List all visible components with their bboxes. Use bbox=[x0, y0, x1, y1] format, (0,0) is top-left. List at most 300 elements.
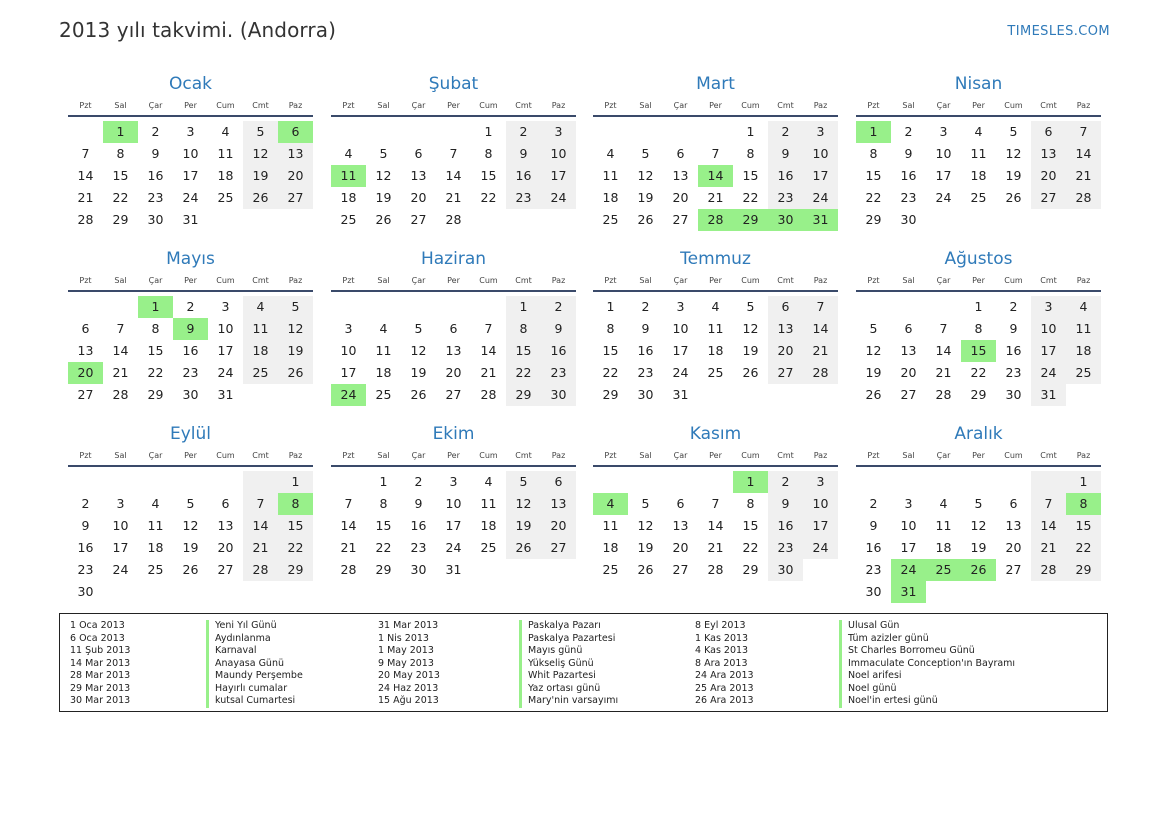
day-cell: 31 bbox=[672, 387, 689, 402]
month-calendar bbox=[856, 247, 1101, 406]
day-cell: 17 bbox=[445, 518, 462, 533]
day-cell: 15 bbox=[375, 518, 392, 533]
weekday-header bbox=[331, 272, 576, 292]
day-cell: 8 bbox=[974, 321, 983, 336]
day-cell: 23 bbox=[77, 562, 94, 577]
day-cell: 8 bbox=[484, 146, 493, 161]
day-cell: 22 bbox=[742, 540, 759, 555]
day-cell: 24 bbox=[182, 190, 199, 205]
legend-holiday-name: Yaz ortası günü bbox=[519, 683, 618, 696]
month-calendar bbox=[68, 422, 313, 603]
weekday-label: Sal bbox=[639, 101, 652, 110]
legend-holiday-name: Noel'in ertesi günü bbox=[839, 695, 1015, 708]
empty-day-cell bbox=[173, 471, 208, 493]
day-cell: 24 bbox=[445, 540, 462, 555]
month-name: Şubat bbox=[428, 74, 479, 94]
weekday-label: Cum bbox=[741, 276, 760, 285]
day-cell: 23 bbox=[637, 365, 654, 380]
day-cell: 6 bbox=[1009, 496, 1018, 511]
weekday-label: Sal bbox=[902, 101, 915, 110]
day-cell: 16 bbox=[637, 343, 654, 358]
legend-date: 4 Kas 2013 bbox=[695, 645, 749, 656]
day-cell: 25 bbox=[1066, 362, 1101, 384]
weekday-label: Per bbox=[184, 276, 197, 285]
day-cell: 15 bbox=[742, 168, 759, 183]
day-cell: 21 bbox=[480, 365, 497, 380]
day-cell: 30 bbox=[541, 384, 576, 406]
day-cell: 1 bbox=[746, 124, 755, 139]
day-cell: 24 bbox=[935, 190, 952, 205]
day-cell: 6 bbox=[449, 321, 458, 336]
day-cell: 15 bbox=[1066, 515, 1101, 537]
day-cell: 25 bbox=[243, 362, 278, 384]
empty-day-cell bbox=[698, 121, 733, 143]
day-cell: 29 bbox=[1066, 559, 1101, 581]
day-cell: 31 bbox=[217, 387, 234, 402]
weekday-label: Pzt bbox=[867, 276, 880, 285]
empty-day-cell bbox=[331, 296, 366, 318]
day-cell: 18 bbox=[375, 365, 392, 380]
day-cell: 3 bbox=[904, 496, 913, 511]
day-cell: 23 bbox=[506, 187, 541, 209]
day-cell: 5 bbox=[186, 496, 195, 511]
day-cell: 6 bbox=[414, 146, 423, 161]
day-cell: 5 bbox=[869, 321, 878, 336]
day-cell: 2 bbox=[186, 299, 195, 314]
day-cell: 11 bbox=[602, 168, 619, 183]
weekday-label: Pzt bbox=[867, 101, 880, 110]
day-cell: 29 bbox=[602, 387, 619, 402]
day-cell: 7 bbox=[1031, 493, 1066, 515]
day-grid bbox=[593, 121, 838, 231]
empty-day-cell bbox=[856, 296, 891, 318]
holiday-day-cell: 6 bbox=[278, 121, 313, 143]
day-cell: 18 bbox=[970, 168, 987, 183]
legend-date: 24 Ara 2013 bbox=[695, 670, 754, 681]
day-cell: 28 bbox=[935, 387, 952, 402]
day-cell: 10 bbox=[182, 146, 199, 161]
day-cell: 23 bbox=[768, 187, 803, 209]
day-cell: 8 bbox=[506, 318, 541, 340]
day-cell: 12 bbox=[182, 518, 199, 533]
weekday-label: Çar bbox=[148, 276, 163, 285]
month-name: Haziran bbox=[420, 249, 487, 269]
day-cell: 2 bbox=[768, 471, 803, 493]
holiday-day-cell: 31 bbox=[891, 581, 926, 603]
day-cell: 18 bbox=[707, 343, 724, 358]
weekday-label: Per bbox=[184, 101, 197, 110]
day-cell: 26 bbox=[637, 562, 654, 577]
legend-holiday-name: Aydınlanma bbox=[206, 633, 303, 646]
day-cell: 20 bbox=[768, 340, 803, 362]
legend-date: 30 Mar 2013 bbox=[70, 695, 131, 706]
day-cell: 1 bbox=[278, 471, 313, 493]
weekday-label: Paz bbox=[1076, 451, 1091, 460]
day-cell: 6 bbox=[904, 321, 913, 336]
day-cell: 25 bbox=[602, 562, 619, 577]
day-cell: 8 bbox=[379, 496, 388, 511]
day-cell: 9 bbox=[81, 518, 90, 533]
day-cell: 19 bbox=[410, 365, 427, 380]
holiday-day-cell: 28 bbox=[698, 209, 733, 231]
day-cell: 4 bbox=[939, 496, 948, 511]
day-cell: 23 bbox=[182, 365, 199, 380]
weekday-label: Cmt bbox=[777, 276, 794, 285]
day-cell: 18 bbox=[480, 518, 497, 533]
weekday-label: Cmt bbox=[252, 101, 269, 110]
day-cell: 27 bbox=[541, 537, 576, 559]
day-cell: 1 bbox=[379, 474, 388, 489]
day-cell: 14 bbox=[340, 518, 357, 533]
weekday-label: Çar bbox=[411, 101, 426, 110]
empty-day-cell bbox=[103, 471, 138, 493]
weekday-label: Çar bbox=[411, 276, 426, 285]
day-cell: 4 bbox=[484, 474, 493, 489]
legend-holiday-name: Mary'nin varsayımı bbox=[519, 695, 618, 708]
legend-holiday-name: Mayıs günü bbox=[519, 645, 618, 658]
legend-date: 1 May 2013 bbox=[378, 645, 434, 656]
day-cell: 15 bbox=[602, 343, 619, 358]
day-cell: 3 bbox=[186, 124, 195, 139]
day-cell: 29 bbox=[278, 559, 313, 581]
legend-holiday-name: Paskalya Pazartesi bbox=[519, 633, 618, 646]
page-title: 2013 yılı takvimi. (Andorra) bbox=[59, 18, 336, 42]
day-cell: 3 bbox=[449, 474, 458, 489]
legend-date: 26 Ara 2013 bbox=[695, 695, 754, 706]
day-cell: 24 bbox=[217, 365, 234, 380]
day-cell: 20 bbox=[672, 540, 689, 555]
holiday-day-cell: 15 bbox=[961, 340, 996, 362]
day-cell: 13 bbox=[1031, 143, 1066, 165]
day-cell: 6 bbox=[221, 496, 230, 511]
day-cell: 5 bbox=[1009, 124, 1018, 139]
holiday-day-cell: 31 bbox=[803, 209, 838, 231]
day-cell: 21 bbox=[445, 190, 462, 205]
month-calendar bbox=[331, 422, 576, 581]
day-cell: 30 bbox=[77, 584, 94, 599]
day-cell: 23 bbox=[1005, 365, 1022, 380]
day-cell: 15 bbox=[506, 340, 541, 362]
day-cell: 22 bbox=[506, 362, 541, 384]
day-grid bbox=[331, 296, 576, 406]
day-cell: 17 bbox=[803, 165, 838, 187]
day-cell: 2 bbox=[641, 299, 650, 314]
weekday-header bbox=[68, 447, 313, 467]
month-calendar bbox=[593, 72, 838, 231]
weekday-label: Cum bbox=[479, 101, 498, 110]
day-cell: 20 bbox=[900, 365, 917, 380]
weekday-label: Çar bbox=[411, 451, 426, 460]
day-cell: 22 bbox=[112, 190, 129, 205]
day-cell: 10 bbox=[340, 343, 357, 358]
weekday-label: Sal bbox=[902, 451, 915, 460]
holiday-day-cell: 1 bbox=[856, 121, 891, 143]
weekday-label: Cmt bbox=[515, 101, 532, 110]
day-cell: 27 bbox=[1031, 187, 1066, 209]
legend-dates-column bbox=[378, 620, 440, 708]
day-cell: 13 bbox=[768, 318, 803, 340]
empty-day-cell bbox=[138, 471, 173, 493]
weekday-label: Cum bbox=[479, 276, 498, 285]
day-cell: 9 bbox=[768, 143, 803, 165]
day-cell: 7 bbox=[344, 496, 353, 511]
day-cell: 22 bbox=[865, 190, 882, 205]
day-cell: 2 bbox=[81, 496, 90, 511]
month-calendar bbox=[593, 422, 838, 581]
day-cell: 19 bbox=[243, 165, 278, 187]
empty-day-cell bbox=[366, 296, 401, 318]
day-cell: 21 bbox=[707, 190, 724, 205]
empty-day-cell bbox=[663, 121, 698, 143]
legend-names-column bbox=[839, 620, 1015, 708]
legend-date: 28 Mar 2013 bbox=[70, 670, 131, 681]
day-grid bbox=[856, 296, 1101, 406]
day-cell: 2 bbox=[869, 496, 878, 511]
day-grid bbox=[593, 471, 838, 581]
day-cell: 11 bbox=[935, 518, 952, 533]
day-cell: 22 bbox=[278, 537, 313, 559]
day-cell: 18 bbox=[1066, 340, 1101, 362]
day-cell: 3 bbox=[344, 321, 353, 336]
weekday-label: Per bbox=[709, 101, 722, 110]
weekday-label: Paz bbox=[551, 451, 566, 460]
month-calendar bbox=[331, 247, 576, 406]
empty-day-cell bbox=[366, 121, 401, 143]
holiday-day-cell: 8 bbox=[1066, 493, 1101, 515]
weekday-label: Per bbox=[447, 101, 460, 110]
day-cell: 27 bbox=[1005, 562, 1022, 577]
weekday-label: Paz bbox=[813, 451, 828, 460]
weekday-header bbox=[856, 97, 1101, 117]
legend-date: 29 Mar 2013 bbox=[70, 682, 131, 694]
legend-holiday-name: Karnaval bbox=[206, 645, 303, 658]
day-cell: 10 bbox=[217, 321, 234, 336]
day-cell: 27 bbox=[410, 212, 427, 227]
day-cell: 4 bbox=[344, 146, 353, 161]
day-cell: 16 bbox=[865, 540, 882, 555]
day-cell: 1 bbox=[606, 299, 615, 314]
day-cell: 7 bbox=[803, 296, 838, 318]
day-cell: 9 bbox=[869, 518, 878, 533]
empty-day-cell bbox=[961, 471, 996, 493]
day-cell: 19 bbox=[970, 540, 987, 555]
day-grid bbox=[68, 121, 313, 231]
day-cell: 20 bbox=[1031, 165, 1066, 187]
day-cell: 2 bbox=[768, 121, 803, 143]
weekday-label: Sal bbox=[114, 101, 127, 110]
day-cell: 23 bbox=[410, 540, 427, 555]
empty-day-cell bbox=[103, 296, 138, 318]
day-cell: 7 bbox=[939, 321, 948, 336]
legend-names-column bbox=[519, 620, 618, 708]
day-cell: 11 bbox=[147, 518, 164, 533]
day-cell: 31 bbox=[1031, 384, 1066, 406]
day-cell: 28 bbox=[340, 562, 357, 577]
day-cell: 8 bbox=[746, 496, 755, 511]
weekday-label: Çar bbox=[673, 276, 688, 285]
day-cell: 11 bbox=[707, 321, 724, 336]
day-cell: 26 bbox=[637, 212, 654, 227]
day-cell: 14 bbox=[1066, 143, 1101, 165]
weekday-label: Pzt bbox=[604, 451, 617, 460]
weekday-label: Cum bbox=[1004, 276, 1023, 285]
day-cell: 8 bbox=[746, 146, 755, 161]
month-name: Aralık bbox=[954, 424, 1003, 444]
empty-day-cell bbox=[698, 471, 733, 493]
day-cell: 28 bbox=[112, 387, 129, 402]
day-cell: 26 bbox=[278, 362, 313, 384]
day-cell: 12 bbox=[278, 318, 313, 340]
month-name: Kasım bbox=[689, 424, 742, 444]
legend-holiday-name: Maundy Perşembe bbox=[206, 670, 303, 683]
day-cell: 17 bbox=[1031, 340, 1066, 362]
day-cell: 7 bbox=[449, 146, 458, 161]
empty-day-cell bbox=[891, 296, 926, 318]
legend-dates-column bbox=[70, 620, 130, 708]
day-cell: 26 bbox=[182, 562, 199, 577]
day-cell: 13 bbox=[672, 168, 689, 183]
legend-date: 24 Haz 2013 bbox=[378, 682, 439, 694]
day-cell: 7 bbox=[81, 146, 90, 161]
day-cell: 21 bbox=[1066, 165, 1101, 187]
day-cell: 14 bbox=[1031, 515, 1066, 537]
day-cell: 24 bbox=[672, 365, 689, 380]
weekday-label: Çar bbox=[673, 101, 688, 110]
day-cell: 11 bbox=[480, 496, 497, 511]
month-calendar bbox=[331, 72, 576, 231]
weekday-label: Sal bbox=[377, 276, 390, 285]
day-cell: 17 bbox=[541, 165, 576, 187]
day-cell: 5 bbox=[746, 299, 755, 314]
empty-day-cell bbox=[628, 121, 663, 143]
holiday-day-cell: 4 bbox=[593, 493, 628, 515]
day-grid bbox=[331, 121, 576, 231]
day-cell: 11 bbox=[217, 146, 234, 161]
day-cell: 14 bbox=[707, 518, 724, 533]
day-cell: 28 bbox=[77, 212, 94, 227]
weekday-label: Çar bbox=[936, 451, 951, 460]
day-cell: 18 bbox=[602, 190, 619, 205]
empty-day-cell bbox=[243, 471, 278, 493]
day-cell: 2 bbox=[506, 121, 541, 143]
day-cell: 20 bbox=[1005, 540, 1022, 555]
day-cell: 4 bbox=[243, 296, 278, 318]
legend-date: 1 Nis 2013 bbox=[378, 632, 429, 644]
holiday-day-cell: 24 bbox=[331, 384, 366, 406]
weekday-label: Sal bbox=[114, 451, 127, 460]
day-cell: 22 bbox=[1066, 537, 1101, 559]
weekday-label: Pzt bbox=[342, 101, 355, 110]
day-cell: 29 bbox=[112, 212, 129, 227]
weekday-label: Per bbox=[709, 276, 722, 285]
day-cell: 23 bbox=[768, 537, 803, 559]
empty-day-cell bbox=[436, 121, 471, 143]
day-cell: 12 bbox=[637, 168, 654, 183]
legend-date: 8 Ara 2013 bbox=[695, 657, 748, 669]
day-cell: 31 bbox=[445, 562, 462, 577]
day-cell: 15 bbox=[742, 518, 759, 533]
day-cell: 20 bbox=[278, 165, 313, 187]
day-cell: 13 bbox=[541, 493, 576, 515]
day-cell: 19 bbox=[865, 365, 882, 380]
weekday-label: Per bbox=[709, 451, 722, 460]
day-cell: 14 bbox=[803, 318, 838, 340]
day-cell: 15 bbox=[112, 168, 129, 183]
weekday-header bbox=[856, 447, 1101, 467]
day-cell: 19 bbox=[506, 515, 541, 537]
day-cell: 4 bbox=[151, 496, 160, 511]
empty-day-cell bbox=[1031, 471, 1066, 493]
day-cell: 9 bbox=[414, 496, 423, 511]
day-cell: 27 bbox=[672, 212, 689, 227]
legend-holiday-name: Paskalya Pazarı bbox=[519, 620, 618, 633]
day-cell: 16 bbox=[1005, 343, 1022, 358]
weekday-label: Pzt bbox=[342, 451, 355, 460]
empty-day-cell bbox=[331, 471, 366, 493]
legend-date: 15 Ağu 2013 bbox=[378, 695, 439, 706]
holiday-legend bbox=[59, 613, 1108, 712]
weekday-label: Cum bbox=[1004, 101, 1023, 110]
day-cell: 7 bbox=[243, 493, 278, 515]
day-cell: 16 bbox=[768, 515, 803, 537]
legend-date: 31 Mar 2013 bbox=[378, 620, 439, 631]
day-cell: 24 bbox=[112, 562, 129, 577]
day-cell: 21 bbox=[1031, 537, 1066, 559]
day-cell: 17 bbox=[935, 168, 952, 183]
day-grid bbox=[68, 471, 313, 603]
day-cell: 9 bbox=[768, 493, 803, 515]
day-cell: 13 bbox=[672, 518, 689, 533]
weekday-label: Cmt bbox=[515, 276, 532, 285]
day-cell: 26 bbox=[243, 187, 278, 209]
month-calendar bbox=[593, 247, 838, 406]
day-cell: 28 bbox=[243, 559, 278, 581]
day-cell: 12 bbox=[506, 493, 541, 515]
day-cell: 28 bbox=[480, 387, 497, 402]
day-cell: 10 bbox=[803, 143, 838, 165]
day-cell: 21 bbox=[112, 365, 129, 380]
weekday-label: Per bbox=[184, 451, 197, 460]
day-cell: 3 bbox=[116, 496, 125, 511]
day-cell: 18 bbox=[217, 168, 234, 183]
day-cell: 17 bbox=[112, 540, 129, 555]
holiday-day-cell: 25 bbox=[926, 559, 961, 581]
weekday-label: Cum bbox=[1004, 451, 1023, 460]
day-cell: 13 bbox=[410, 168, 427, 183]
holiday-day-cell: 11 bbox=[331, 165, 366, 187]
legend-holiday-name: Noel günü bbox=[839, 683, 1015, 696]
day-cell: 12 bbox=[410, 343, 427, 358]
weekday-label: Cmt bbox=[777, 451, 794, 460]
day-cell: 7 bbox=[116, 321, 125, 336]
weekday-label: Cum bbox=[479, 451, 498, 460]
day-cell: 25 bbox=[602, 212, 619, 227]
month-calendar bbox=[68, 72, 313, 231]
empty-day-cell bbox=[926, 471, 961, 493]
legend-holiday-name: Yükseliş Günü bbox=[519, 658, 618, 671]
day-cell: 25 bbox=[340, 212, 357, 227]
day-cell: 8 bbox=[151, 321, 160, 336]
day-cell: 30 bbox=[410, 562, 427, 577]
day-cell: 20 bbox=[541, 515, 576, 537]
day-cell: 13 bbox=[77, 343, 94, 358]
day-cell: 8 bbox=[606, 321, 615, 336]
weekday-label: Per bbox=[972, 451, 985, 460]
weekday-label: Pzt bbox=[79, 276, 92, 285]
day-cell: 16 bbox=[410, 518, 427, 533]
empty-day-cell bbox=[856, 471, 891, 493]
site-link[interactable]: TIMESLES.COM bbox=[1007, 24, 1110, 39]
